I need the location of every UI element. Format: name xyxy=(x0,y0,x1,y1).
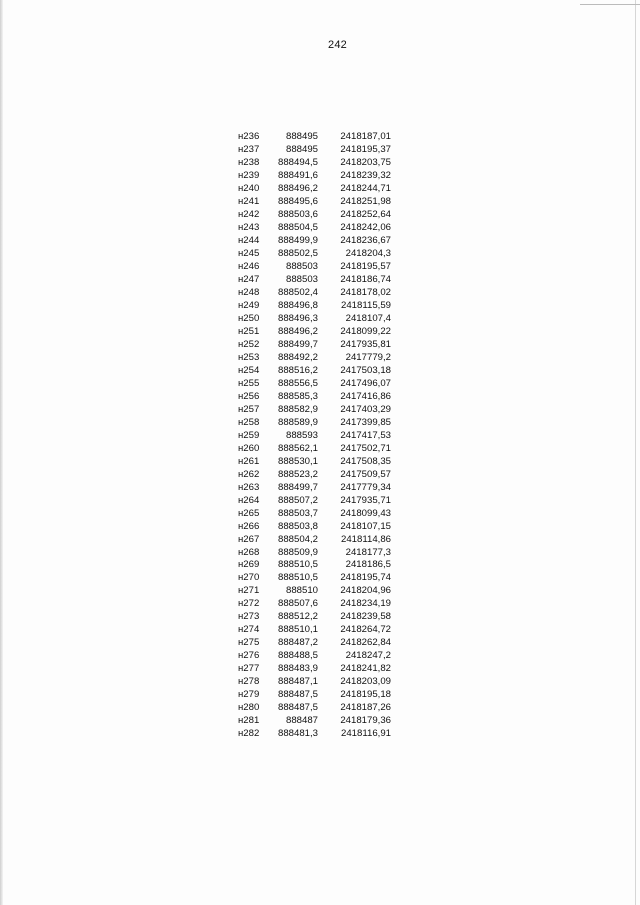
point-id: н272 xyxy=(238,598,260,610)
y-coordinate: 2418251,98 xyxy=(340,195,391,207)
scan-edge-top xyxy=(580,4,640,5)
table-row xyxy=(238,663,391,676)
point-id: н251 xyxy=(238,325,260,337)
y-coordinate: 2417509,57 xyxy=(340,468,391,480)
table-row xyxy=(238,624,391,637)
y-coordinate: 2418187,26 xyxy=(340,702,391,714)
table-row xyxy=(238,391,391,404)
coordinates-table-body xyxy=(238,131,391,741)
y-coordinate: 2417399,85 xyxy=(340,416,391,428)
x-coordinate: 888507,2 xyxy=(277,494,318,506)
table-row xyxy=(238,598,391,611)
table-row xyxy=(238,417,391,430)
point-id: н239 xyxy=(238,169,260,181)
table-row xyxy=(238,274,391,287)
point-id: н273 xyxy=(238,611,260,623)
x-coordinate: 888499,9 xyxy=(277,234,318,246)
table-row xyxy=(238,365,391,378)
point-id: н263 xyxy=(238,481,260,493)
point-id: н278 xyxy=(238,676,260,688)
scan-edge-left xyxy=(0,0,3,905)
x-coordinate: 888487,5 xyxy=(277,689,318,701)
table-row xyxy=(238,495,391,508)
table-row xyxy=(238,261,391,274)
table-row xyxy=(238,378,391,391)
table-row xyxy=(238,650,391,663)
table-row xyxy=(238,689,391,702)
point-id: н258 xyxy=(238,416,260,428)
table-row xyxy=(238,222,391,235)
point-id: н259 xyxy=(238,429,260,441)
y-coordinate: 2418262,84 xyxy=(340,637,391,649)
x-coordinate: 888502,4 xyxy=(277,286,318,298)
point-id: н265 xyxy=(238,507,260,519)
x-coordinate: 888496,3 xyxy=(277,312,318,324)
x-coordinate: 888503 xyxy=(285,260,318,272)
table-row xyxy=(238,637,391,650)
x-coordinate: 888494,5 xyxy=(277,156,318,168)
x-coordinate: 888491,6 xyxy=(277,169,318,181)
table-row xyxy=(238,157,391,170)
y-coordinate: 2417779,2 xyxy=(345,351,391,363)
x-coordinate: 888495 xyxy=(285,131,318,142)
y-coordinate: 2418239,32 xyxy=(340,169,391,181)
x-coordinate: 888503 xyxy=(285,273,318,285)
scan-edge-right xyxy=(635,0,636,905)
y-coordinate: 2418187,01 xyxy=(340,131,391,142)
table-row xyxy=(238,248,391,261)
table-row xyxy=(238,611,391,624)
table-row xyxy=(238,144,391,157)
point-id: н257 xyxy=(238,403,260,415)
y-coordinate: 2418236,67 xyxy=(340,234,391,246)
point-id: н244 xyxy=(238,234,260,246)
y-coordinate: 2418241,82 xyxy=(340,663,391,675)
table-row xyxy=(238,676,391,689)
point-id: н246 xyxy=(238,260,260,272)
y-coordinate: 2418107,15 xyxy=(340,520,391,532)
x-coordinate: 888495 xyxy=(285,143,318,155)
x-coordinate: 888481,3 xyxy=(277,728,318,740)
x-coordinate: 888582,9 xyxy=(277,403,318,415)
y-coordinate: 2418195,74 xyxy=(340,572,391,584)
y-coordinate: 2417496,07 xyxy=(340,377,391,389)
point-id: н275 xyxy=(238,637,260,649)
y-coordinate: 2418099,22 xyxy=(340,325,391,337)
table-row xyxy=(238,469,391,482)
x-coordinate: 888487,1 xyxy=(277,676,318,688)
x-coordinate: 888510 xyxy=(285,585,318,597)
x-coordinate: 888503,8 xyxy=(277,520,318,532)
point-id: н270 xyxy=(238,572,260,584)
y-coordinate: 2418264,72 xyxy=(340,624,391,636)
x-coordinate: 888503,7 xyxy=(277,507,318,519)
table-row xyxy=(238,585,391,598)
page-number: 242 xyxy=(328,39,347,51)
y-coordinate: 2418204,3 xyxy=(345,247,391,259)
point-id: н247 xyxy=(238,273,260,285)
table-row xyxy=(238,456,391,469)
point-id: н240 xyxy=(238,182,260,194)
point-id: н268 xyxy=(238,546,260,558)
y-coordinate: 2417508,35 xyxy=(340,455,391,467)
point-id: н277 xyxy=(238,663,260,675)
x-coordinate: 888499,7 xyxy=(277,338,318,350)
table-row xyxy=(238,534,391,547)
table-row xyxy=(238,131,391,144)
x-coordinate: 888492,2 xyxy=(277,351,318,363)
point-id: н282 xyxy=(238,728,260,740)
x-coordinate: 888523,2 xyxy=(277,468,318,480)
point-id: н269 xyxy=(238,559,260,571)
y-coordinate: 2417502,71 xyxy=(340,442,391,454)
y-coordinate: 2417935,81 xyxy=(340,338,391,350)
y-coordinate: 2417503,18 xyxy=(340,364,391,376)
x-coordinate: 888503,6 xyxy=(277,208,318,220)
point-id: н280 xyxy=(238,702,260,714)
x-coordinate: 888593 xyxy=(285,429,318,441)
y-coordinate: 2418195,57 xyxy=(340,260,391,272)
coordinates-table xyxy=(238,131,391,741)
x-coordinate: 888496,2 xyxy=(277,325,318,337)
point-id: н245 xyxy=(238,247,260,259)
point-id: н281 xyxy=(238,715,260,727)
x-coordinate: 888512,2 xyxy=(277,611,318,623)
point-id: н276 xyxy=(238,650,260,662)
table-row xyxy=(238,183,391,196)
table-row xyxy=(238,547,391,560)
x-coordinate: 888556,5 xyxy=(277,377,318,389)
y-coordinate: 2418234,19 xyxy=(340,598,391,610)
x-coordinate: 888510,5 xyxy=(277,559,318,571)
table-row xyxy=(238,715,391,728)
y-coordinate: 2418247,2 xyxy=(345,650,391,662)
y-coordinate: 2417403,29 xyxy=(340,403,391,415)
point-id: н243 xyxy=(238,221,260,233)
table-row xyxy=(238,702,391,715)
table-row xyxy=(238,430,391,443)
table-row xyxy=(238,209,391,222)
table-row xyxy=(238,326,391,339)
x-coordinate: 888510,5 xyxy=(277,572,318,584)
table-row xyxy=(238,404,391,417)
x-coordinate: 888507,6 xyxy=(277,598,318,610)
x-coordinate: 888502,5 xyxy=(277,247,318,259)
x-coordinate: 888487,5 xyxy=(277,702,318,714)
y-coordinate: 2418179,36 xyxy=(340,715,391,727)
point-id: н256 xyxy=(238,390,260,402)
y-coordinate: 2418177,3 xyxy=(345,546,391,558)
y-coordinate: 2418116,91 xyxy=(341,728,391,740)
x-coordinate: 888487 xyxy=(285,715,318,727)
y-coordinate: 2418099,43 xyxy=(340,507,391,519)
y-coordinate: 2418178,02 xyxy=(340,286,391,298)
point-id: н253 xyxy=(238,351,260,363)
x-coordinate: 888562,1 xyxy=(277,442,318,454)
table-row xyxy=(238,352,391,365)
point-id: н237 xyxy=(238,143,260,155)
point-id: н242 xyxy=(238,208,260,220)
table-row xyxy=(238,482,391,495)
x-coordinate: 888504,5 xyxy=(277,221,318,233)
x-coordinate: 888530,1 xyxy=(277,455,318,467)
table-row xyxy=(238,508,391,521)
table-row xyxy=(238,728,391,741)
y-coordinate: 2418242,06 xyxy=(340,221,391,233)
y-coordinate: 2417935,71 xyxy=(340,494,391,506)
x-coordinate: 888585,3 xyxy=(277,390,318,402)
table-row xyxy=(238,559,391,572)
x-coordinate: 888483,9 xyxy=(277,663,318,675)
x-coordinate: 888496,2 xyxy=(277,182,318,194)
x-coordinate: 888516,2 xyxy=(277,364,318,376)
point-id: н250 xyxy=(238,312,260,324)
x-coordinate: 888495,6 xyxy=(277,195,318,207)
y-coordinate: 2418186,74 xyxy=(340,273,391,285)
table-row xyxy=(238,196,391,209)
point-id: н241 xyxy=(238,195,260,207)
y-coordinate: 2418203,75 xyxy=(340,156,391,168)
point-id: н255 xyxy=(238,377,260,389)
y-coordinate: 2417417,53 xyxy=(340,429,391,441)
point-id: н249 xyxy=(238,299,260,311)
point-id: н266 xyxy=(238,520,260,532)
point-id: н261 xyxy=(238,455,260,467)
point-id: н264 xyxy=(238,494,260,506)
point-id: н279 xyxy=(238,689,260,701)
point-id: н274 xyxy=(238,624,260,636)
table-row xyxy=(238,572,391,585)
y-coordinate: 2418114,86 xyxy=(341,533,391,545)
x-coordinate: 888499,7 xyxy=(277,481,318,493)
table-row xyxy=(238,339,391,352)
point-id: н271 xyxy=(238,585,260,597)
y-coordinate: 2418203,09 xyxy=(340,676,391,688)
point-id: н248 xyxy=(238,286,260,298)
table-row xyxy=(238,521,391,534)
x-coordinate: 888487,2 xyxy=(277,637,318,649)
y-coordinate: 2418186,5 xyxy=(345,559,391,571)
y-coordinate: 2418195,18 xyxy=(340,689,391,701)
x-coordinate: 888509,9 xyxy=(277,546,318,558)
table-row xyxy=(238,170,391,183)
point-id: н236 xyxy=(238,131,260,142)
x-coordinate: 888504,2 xyxy=(277,533,318,545)
point-id: н254 xyxy=(238,364,260,376)
x-coordinate: 888510,1 xyxy=(277,624,318,636)
table-row xyxy=(238,300,391,313)
point-id: н262 xyxy=(238,468,260,480)
point-id: н238 xyxy=(238,156,260,168)
x-coordinate: 888488,5 xyxy=(277,650,318,662)
y-coordinate: 2418107,4 xyxy=(345,312,391,324)
table-row xyxy=(238,235,391,248)
y-coordinate: 2417416,86 xyxy=(340,390,391,402)
y-coordinate: 2418115,59 xyxy=(341,299,391,311)
point-id: н267 xyxy=(238,533,260,545)
y-coordinate: 2418204,96 xyxy=(340,585,391,597)
point-id: н252 xyxy=(238,338,260,350)
y-coordinate: 2417779,34 xyxy=(340,481,391,493)
table-row xyxy=(238,443,391,456)
y-coordinate: 2418244,71 xyxy=(340,182,391,194)
x-coordinate: 888589,9 xyxy=(277,416,318,428)
table-row xyxy=(238,313,391,326)
table-row xyxy=(238,287,391,300)
y-coordinate: 2418252,64 xyxy=(340,208,391,220)
y-coordinate: 2418239,58 xyxy=(340,611,391,623)
y-coordinate: 2418195,37 xyxy=(340,143,391,155)
point-id: н260 xyxy=(238,442,260,454)
x-coordinate: 888496,8 xyxy=(277,299,318,311)
